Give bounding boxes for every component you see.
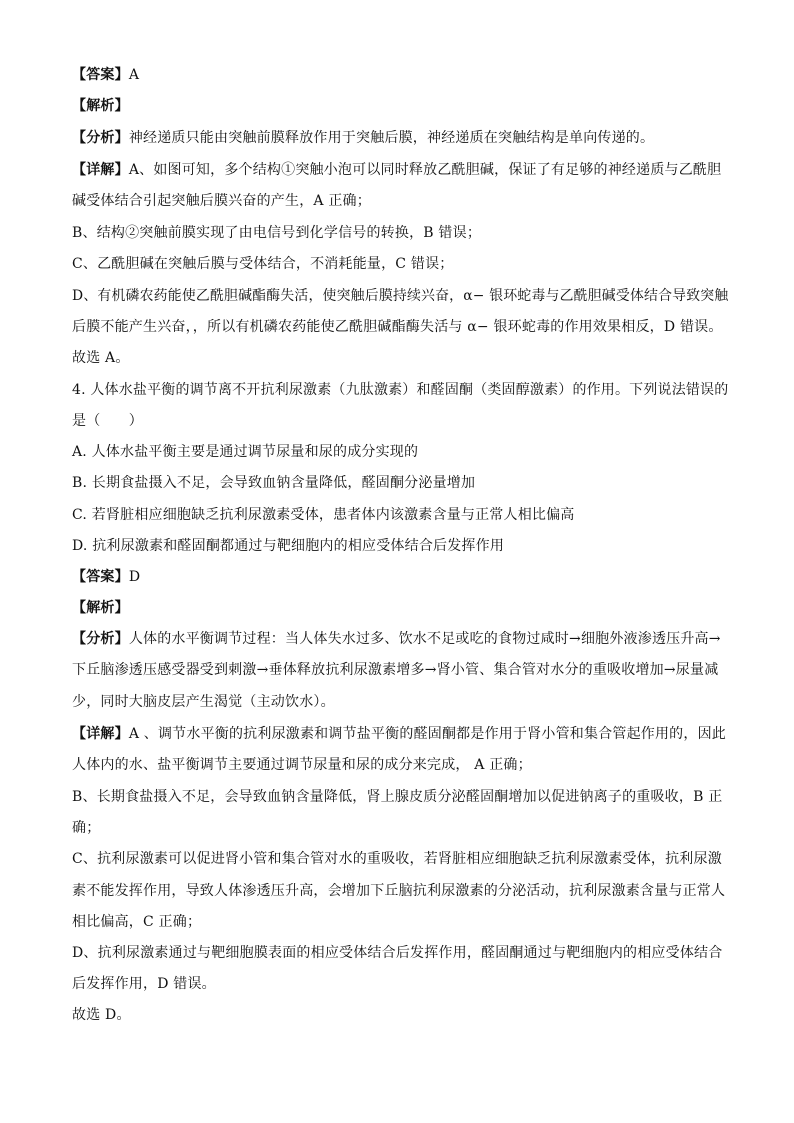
- q4-fenxi-line-1: [72, 630, 728, 648]
- xiangjie-text: A、如图可知，多个结构①突触小泡可以同时释放乙酰胆碱，保证了有足够的神经递质与乙酰胆: [128, 162, 722, 178]
- q4-stem-1: 4. 人体水盐平衡的调节离不开抗利尿激素（九肽激素）和醛固酮（类固醇激素）的作用。下列说法错误的: [72, 382, 729, 398]
- q4-option-c-explain-3: 相比偏高，C 正确；: [72, 914, 202, 930]
- analysis-tag: 【解析】: [72, 600, 129, 616]
- q3-option-d-explain-1: D、有机磷农药能使乙酰胆碱酯酶失活，使突触后膜持续兴奋，α− 银环蛇毒与乙酰胆碱受体结合导致突触: [72, 288, 729, 304]
- q4-fenxi-line-3: 少，同时大脑皮层产生渴觉（主动饮水）。: [72, 694, 335, 710]
- q4-option-b: B. 长期食盐摄入不足，会导致血钠含量降低，醛固酮分泌量增加: [72, 475, 476, 491]
- answer-value: D: [128, 569, 141, 585]
- q3-fenxi-line: [72, 129, 728, 147]
- xiangjie-tag: 【详解】: [72, 726, 129, 742]
- q4-option-a: A. 人体水盐平衡主要是通过调节尿量和尿的成分实现的: [72, 444, 419, 460]
- q3-xiangjie-line-2: 碱受体结合引起突触后膜兴奋的产生，A 正确；: [72, 193, 371, 209]
- answer-tag: 【答案】: [72, 67, 129, 83]
- q3-analysis-heading: [72, 97, 728, 115]
- q3-answer-line: [72, 66, 728, 84]
- q3-option-b-explain: B、结构②突触前膜实现了由电信号到化学信号的转换，B 错误；: [72, 225, 482, 241]
- q4-analysis-heading: [72, 599, 728, 617]
- q3-conclusion: 故选 A。: [72, 350, 130, 366]
- q4-xiangjie-line-1: [72, 725, 728, 743]
- answer-value: A: [128, 67, 140, 83]
- answer-tag: 【答案】: [72, 569, 129, 585]
- q3-xiangjie-line-1: [72, 161, 728, 179]
- q4-option-c-explain-2: 素不能发挥作用，导致人体渗透压升高，会增加下丘脑抗利尿激素的分泌活动，抗利尿激素含量与正常人: [72, 883, 726, 899]
- q4-xiangjie-line-2: 人体内的水、盐平衡调节主要通过调节尿量和尿的成分来完成， A 正确；: [72, 757, 532, 773]
- q4-option-d-explain-1: D、抗利尿激素通过与靶细胞膜表面的相应受体结合后发挥作用，醛固酮通过与靶细胞内的相应受体结合: [72, 945, 723, 961]
- q4-option-c-explain-1: C、抗利尿激素可以促进肾小管和集合管对水的重吸收，若肾脏相应细胞缺乏抗利尿激素受体，抗利尿激: [72, 851, 722, 867]
- q4-fenxi-line-2: 下丘脑渗透压感受器受到刺激→垂体释放抗利尿激素增多→肾小管、集合管对水分的重吸收增加→尿量减: [72, 662, 719, 678]
- q4-option-d: D. 抗利尿激素和醛固酮都通过与靶细胞内的相应受体结合后发挥作用: [72, 538, 505, 554]
- q4-option-c: C. 若肾脏相应细胞缺乏抗利尿激素受体，患者体内该激素含量与正常人相比偏高: [72, 507, 575, 523]
- q4-option-b-explain-2: 确；: [72, 820, 101, 836]
- q4-answer-line: [72, 568, 728, 586]
- q4-stem-2: 是（ ）: [72, 413, 143, 429]
- q3-option-d-explain-2: 后膜不能产生兴奋，，所以有机磷农药能使乙酰胆碱酯酶失活与 α− 银环蛇毒的作用效果相反，D 错误。: [72, 319, 723, 335]
- fenxi-text: 神经递质只能由突触前膜释放作用于突触后膜，神经递质在突触结构是单向传递的。: [128, 130, 655, 146]
- analysis-tag: 【解析】: [72, 98, 129, 114]
- fenxi-tag: 【分析】: [72, 130, 129, 146]
- xiangjie-text: A 、调节水平衡的抗利尿激素和调节盐平衡的醛固酮都是作用于肾小管和集合管起作用的，因此: [128, 726, 726, 742]
- q4-option-d-explain-2: 后发挥作用，D 错误。: [72, 976, 216, 992]
- q3-option-c-explain: C、乙酰胆碱在突触后膜与受体结合，不消耗能量，C 错误；: [72, 256, 454, 272]
- xiangjie-tag: 【详解】: [72, 162, 129, 178]
- q4-conclusion: 故选 D。: [72, 1007, 131, 1023]
- fenxi-text: 人体的水平衡调节过程：当人体失水过多、饮水不足或吃的食物过咸时→细胞外液渗透压升高→: [128, 631, 721, 647]
- q4-option-b-explain-1: B、长期食盐摄入不足，会导致血钠含量降低，肾上腺皮质分泌醛固酮增加以促进钠离子的重吸收，B 正: [72, 789, 723, 805]
- fenxi-tag: 【分析】: [72, 631, 129, 647]
